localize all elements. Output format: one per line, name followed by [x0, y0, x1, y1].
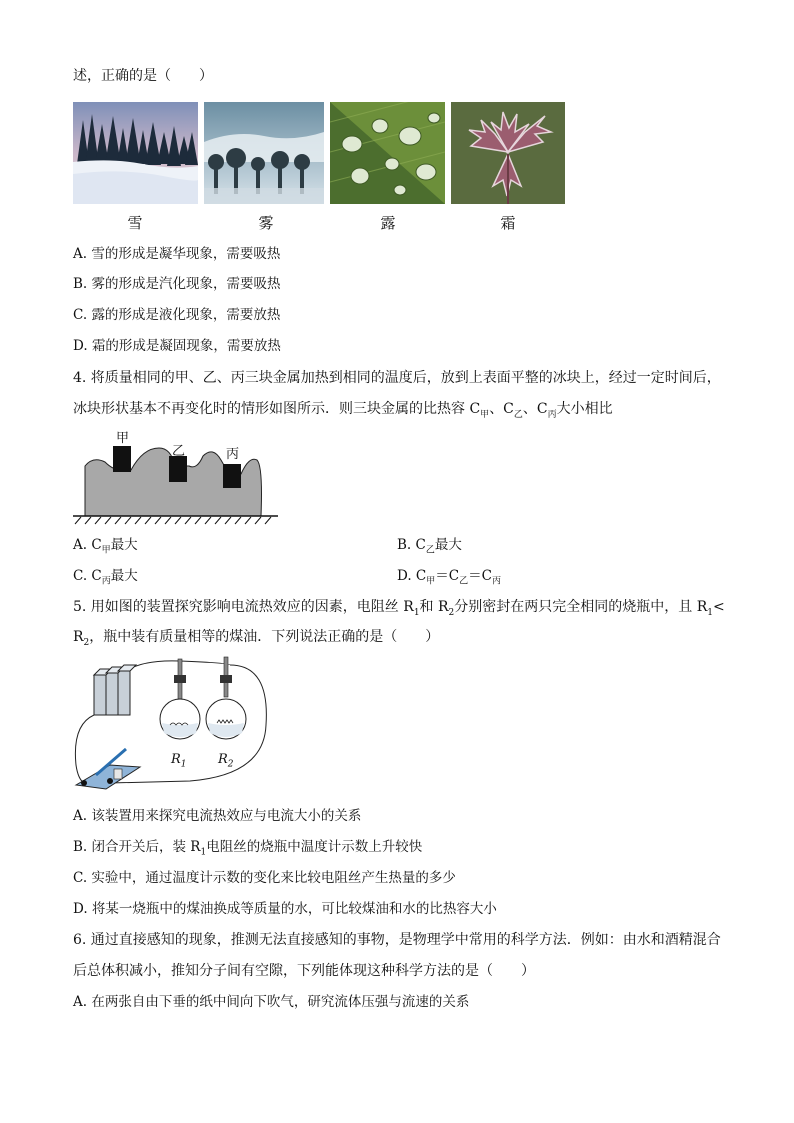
circuit-figure: [70, 655, 270, 795]
q4-option-c[interactable]: C. $C_丙$最大: [73, 568, 138, 587]
q3-option-c[interactable]: C. 露的形成是液化现象，需要放热: [73, 307, 281, 323]
fog-photo: [204, 102, 324, 204]
q5-option-a[interactable]: A. 该装置用来探究电流热效应与电流大小的关系: [73, 808, 362, 824]
label-r2: $R_2$: [218, 752, 234, 770]
q4-option-d[interactable]: D. $C_甲=C_乙=C_丙$: [397, 568, 501, 587]
q4-stem-line2: 冰块形状基本不再变化时的情形如图所示．则三块金属的比热容 $C_甲$、$C_乙$、$C_丙$大小相比: [73, 401, 613, 420]
q6-stem-line1: 6. 通过直接感知的现象，推测无法直接感知的事物，是物理学中常用的科学方法．例如：由水和酒精混合: [73, 932, 721, 948]
q5-option-d[interactable]: D. 将某一烧瓶中的煤油换成等质量的水，可比较煤油和水的比热容大小: [73, 901, 497, 917]
q4-option-a[interactable]: A. $C_甲$最大: [73, 537, 138, 556]
caption-dew: 露: [380, 214, 396, 232]
q4-option-b[interactable]: B. $C_乙$最大: [397, 537, 462, 556]
q3-option-b[interactable]: B. 雾的形成是汽化现象，需要吸热: [73, 276, 281, 292]
q5-option-b[interactable]: B. 闭合开关后，装 $R_1$电阻丝的烧瓶中温度计示数上升较快: [73, 839, 423, 858]
q5-stem-line2: $R_2$，瓶中装有质量相等的煤油．下列说法正确的是（ ）: [73, 629, 440, 648]
q3-option-a[interactable]: A. 雪的形成是凝华现象，需要吸热: [73, 246, 281, 262]
q3-stem-tail: 述，正确的是（ ）: [73, 68, 213, 84]
q3-option-d[interactable]: D. 霜的形成是凝固现象，需要放热: [73, 338, 281, 354]
frost-photo: [451, 102, 565, 204]
dew-photo: [330, 102, 445, 204]
q4-stem-line1: 4. 将质量相同的甲、乙、丙三块金属加热到相同的温度后，放到上表面平整的冰块上，经过一定时间后，: [73, 370, 721, 386]
label-jia: 甲: [116, 431, 130, 446]
caption-frost: 霜: [500, 214, 516, 232]
snow-photo: [73, 102, 198, 204]
q6-option-a[interactable]: A. 在两张自由下垂的纸中间向下吹气，研究流体压强与流速的关系: [73, 994, 470, 1010]
label-bing: 丙: [226, 447, 240, 462]
caption-fog: 雾: [258, 214, 274, 232]
label-r1: $R_1$: [171, 752, 187, 770]
q6-stem-line2: 后总体积减小，推知分子间有空隙，下列能体现这种科学方法的是（ ）: [73, 963, 535, 979]
label-yi: 乙: [172, 444, 186, 459]
q5-option-c[interactable]: C. 实验中，通过温度计示数的变化来比较电阻丝产生热量的多少: [73, 870, 456, 886]
caption-snow: 雪: [127, 214, 143, 232]
q5-stem-line1: 5. 用如图的装置探究影响电流热效应的因素，电阻丝 $R_1$和 $R_2$分别密封在两只完全相同的烧瓶中，且 $R_1<$: [73, 599, 725, 618]
